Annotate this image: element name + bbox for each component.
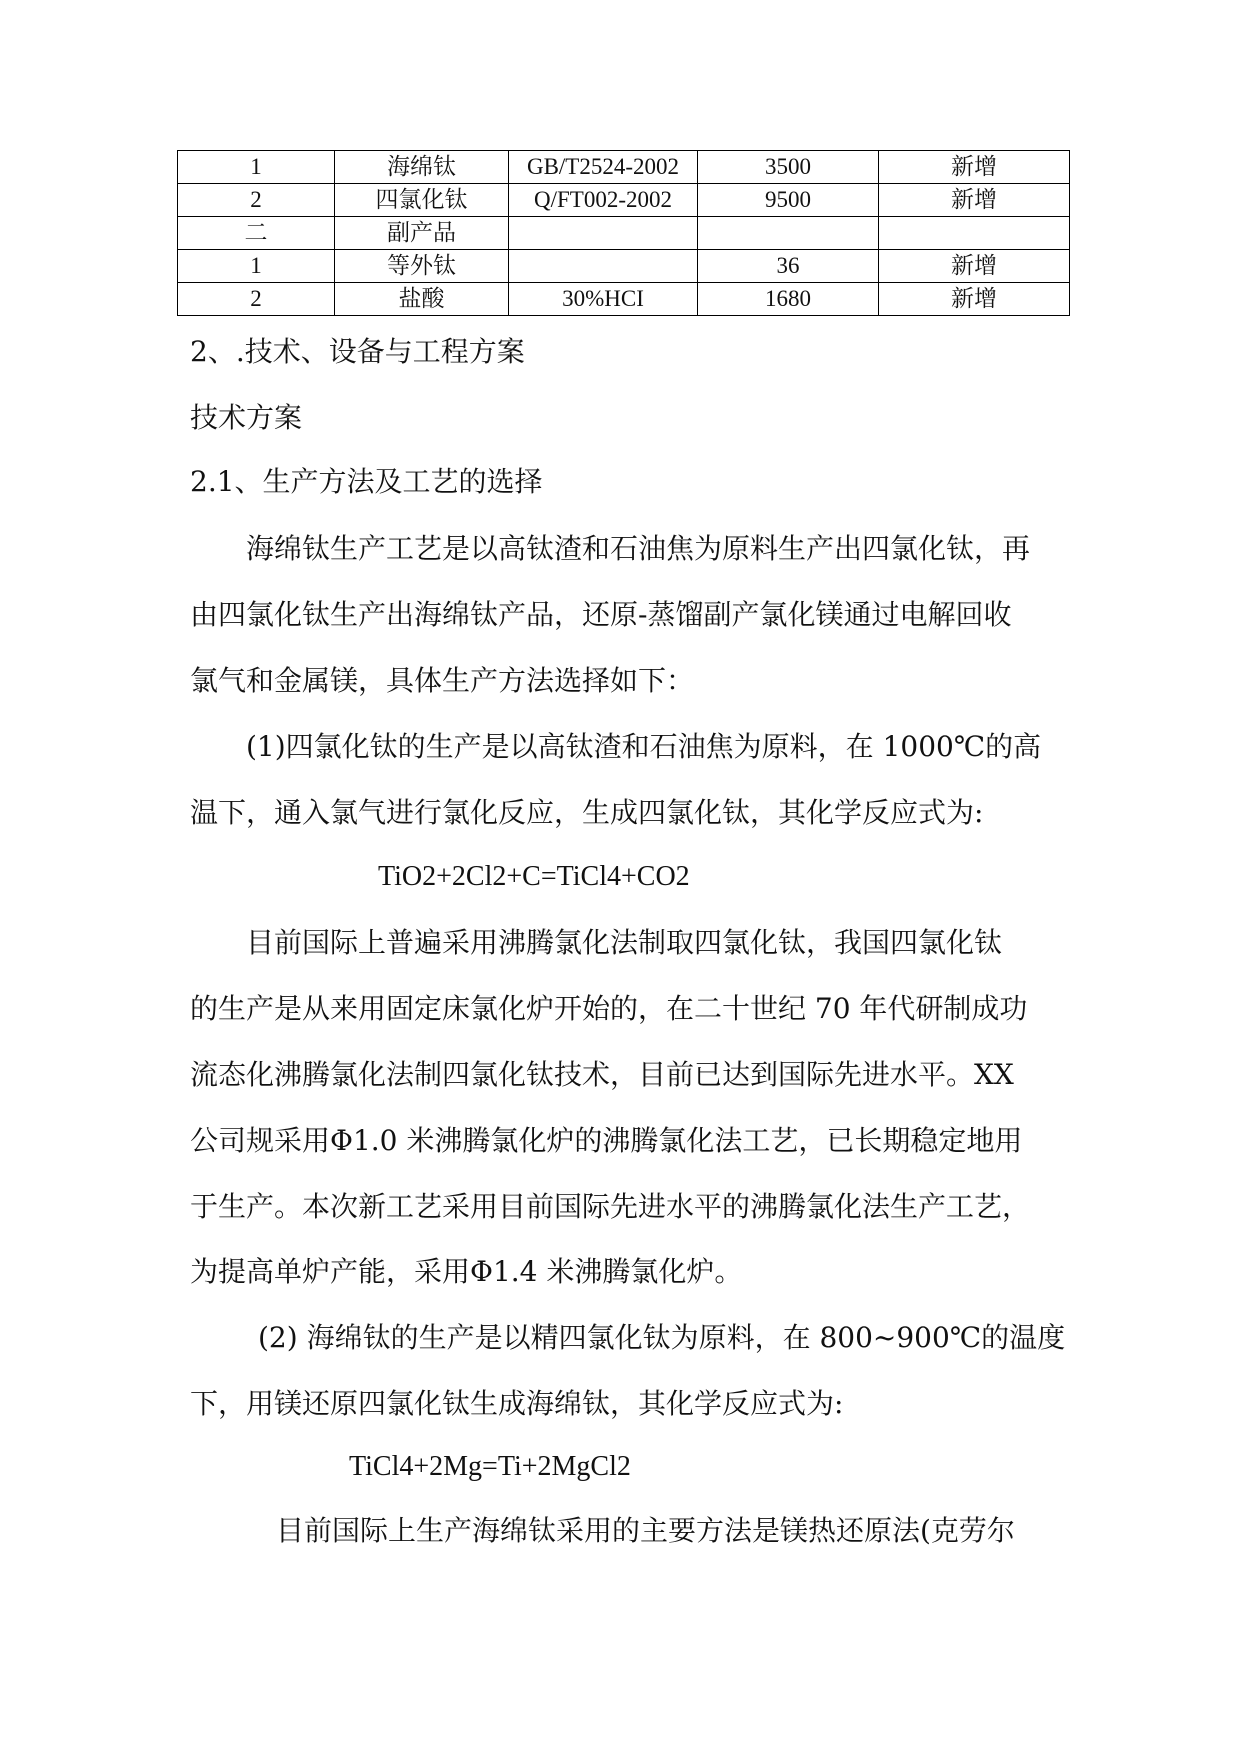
paragraph-line: 的生产是从来用固定床氯化炉开始的，在二十世纪 70 年代研制成功 xyxy=(190,992,1028,1025)
table-cell: 新增 xyxy=(879,151,1070,184)
table-row xyxy=(178,184,1070,217)
chemical-formula: TiCl4+2Mg=Ti+2MgCl2 xyxy=(349,1451,631,1482)
table-cell: Q/FT002-2002 xyxy=(509,184,698,217)
table-cell: 2 xyxy=(178,283,335,316)
chemical-formula: TiO2+2Cl2+C=TiCl4+CO2 xyxy=(378,861,690,892)
table-cell: 四氯化钛 xyxy=(335,184,509,217)
paragraph-line: (2) 海绵钛的生产是以精四氯化钛为原料，在 800~900℃的温度 xyxy=(258,1321,1066,1354)
table-cell: 36 xyxy=(698,250,879,283)
section-heading: 2、.技术、设备与工程方案 xyxy=(190,335,525,368)
table-cell: 1 xyxy=(178,250,335,283)
paragraph-line: 为提高单炉产能，采用Φ1.4 米沸腾氯化炉。 xyxy=(190,1255,743,1288)
paragraph-line: 下，用镁还原四氯化钛生成海绵钛，其化学反应式为: xyxy=(190,1387,844,1420)
subsection-heading: 技术方案 xyxy=(190,401,303,434)
table-cell xyxy=(509,217,698,250)
table-row xyxy=(178,217,1070,250)
table-row xyxy=(178,250,1070,283)
table-cell: 1680 xyxy=(698,283,879,316)
paragraph-line: 公司规采用Φ1.0 米沸腾氯化炉的沸腾氯化法工艺，已长期稳定地用 xyxy=(190,1124,1023,1157)
paragraph-line: 流态化沸腾氯化法制四氯化钛技术，目前已达到国际先进水平。XX xyxy=(190,1058,1014,1091)
table-cell xyxy=(509,250,698,283)
table-cell: 二 xyxy=(178,217,335,250)
paragraph-line: (1)四氯化钛的生产是以高钛渣和石油焦为原料，在 1000℃的高 xyxy=(246,730,1042,763)
table-cell: 新增 xyxy=(879,250,1070,283)
product-table xyxy=(177,150,1070,316)
paragraph-line: 由四氯化钛生产出海绵钛产品，还原-蒸馏副产氯化镁通过电解回收 xyxy=(190,598,1012,631)
table-cell: 3500 xyxy=(698,151,879,184)
paragraph-line: 目前国际上普遍采用沸腾氯化法制取四氯化钛，我国四氯化钛 xyxy=(246,926,1003,959)
table-cell: 等外钛 xyxy=(335,250,509,283)
paragraph-line: 目前国际上生产海绵钛采用的主要方法是镁热还原法(克劳尔 xyxy=(276,1514,1015,1547)
table-cell: 9500 xyxy=(698,184,879,217)
table-cell xyxy=(879,217,1070,250)
table-row xyxy=(178,283,1070,316)
subsection-heading: 2.1、生产方法及工艺的选择 xyxy=(190,465,543,498)
table-cell: GB/T2524-2002 xyxy=(509,151,698,184)
table-cell xyxy=(698,217,879,250)
table-cell: 30%HCI xyxy=(509,283,698,316)
table-cell: 副产品 xyxy=(335,217,509,250)
table-cell: 盐酸 xyxy=(335,283,509,316)
table-cell: 新增 xyxy=(879,283,1070,316)
paragraph-line: 海绵钛生产工艺是以高钛渣和石油焦为原料生产出四氯化钛，再 xyxy=(246,532,1031,565)
paragraph-line: 温下，通入氯气进行氯化反应，生成四氯化钛，其化学反应式为: xyxy=(190,796,984,829)
paragraph-line: 于生产。本次新工艺采用目前国际先进水平的沸腾氯化法生产工艺， xyxy=(190,1190,1031,1223)
table-cell: 海绵钛 xyxy=(335,151,509,184)
paragraph-line: 氯气和金属镁，具体生产方法选择如下： xyxy=(190,664,695,697)
table-cell: 1 xyxy=(178,151,335,184)
table-row xyxy=(178,151,1070,184)
table-cell: 新增 xyxy=(879,184,1070,217)
table-cell: 2 xyxy=(178,184,335,217)
